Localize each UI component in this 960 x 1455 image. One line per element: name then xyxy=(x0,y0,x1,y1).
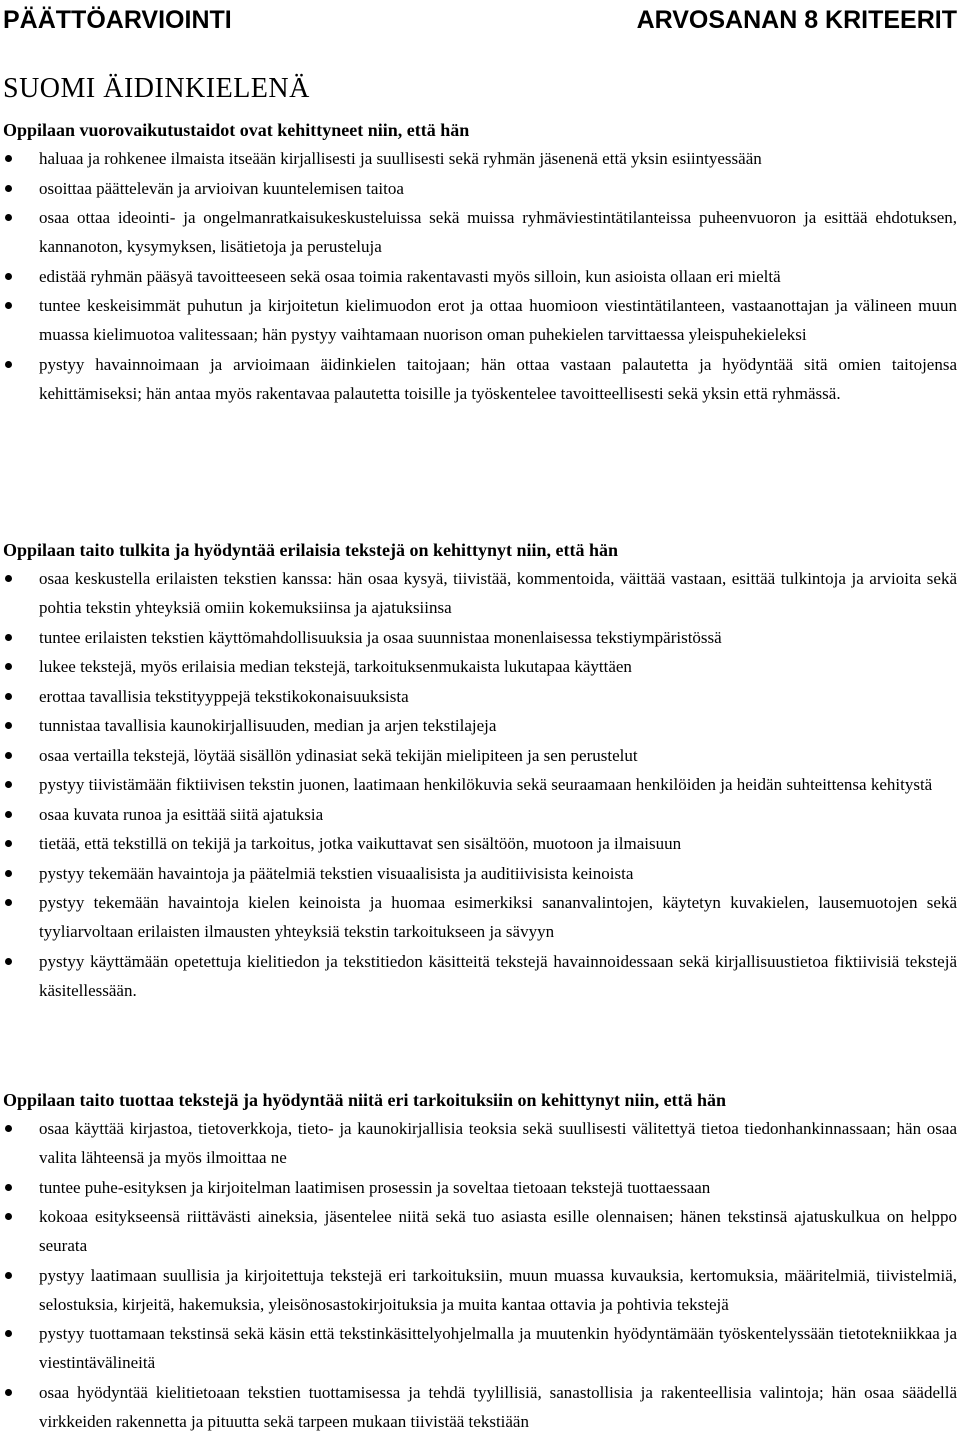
criteria-text: osaa ottaa ideointi- ja ongelmanratkaisukeskusteluissa sekä muissa ryhmäviestintätilanteissa puheenvuoron ja esittää ehdotuksen, kannanoton, kysymyksen, lisätietoja ja perusteluja xyxy=(39,208,957,256)
criteria-text: osaa kuvata runoa ja esittää siitä ajatuksia xyxy=(39,804,324,824)
bullet-icon xyxy=(5,273,12,280)
criteria-text: osaa hyödyntää kielitietoaan tekstien tuottamisessa ja tehdä tyylillisiä, sanastollisia ja rakenteellisia valintoja; hän osaa säädellä virkkeiden rakennetta ja pituutta sekä tarpeen mukaan tiivistää tekstiään xyxy=(39,1382,957,1431)
bullet-icon xyxy=(5,840,12,847)
criteria-text: osaa vertailla tekstejä, löytää sisällön ydinasiat sekä tekijän mielipiteen ja sen perustelut xyxy=(39,745,638,765)
bullet-icon xyxy=(5,1389,12,1396)
bullet-icon xyxy=(5,1213,12,1220)
criteria-item xyxy=(3,859,957,889)
criteria-text: haluaa ja rohkenee ilmaista itseään kirjallisesti ja suullisesti sekä ryhmän jäsenenä että yksin esiintyessään xyxy=(39,149,762,168)
criteria-item xyxy=(3,291,957,350)
bullet-icon xyxy=(5,693,12,700)
criteria-item xyxy=(3,652,957,682)
criteria-item xyxy=(3,203,957,262)
criteria-item xyxy=(3,564,957,623)
criteria-text: lukee tekstejä, myös erilaisia median tekstejä, tarkoituksenmukaista lukutapaa käyttäen xyxy=(39,657,632,676)
bullet-icon xyxy=(5,361,12,368)
criteria-text: pystyy tekemään havaintoja kielen keinoista ja huomaa esimerkiksi sananvalintojen, käytetyn kuvakielen, lausemuotojen sekä tyyliarvoltaan erilaisten ilmausten yhteyksiä tekstin tarkoitukseen ja sävyyn xyxy=(39,893,957,941)
criteria-text: osaa käyttää kirjastoa, tietoverkkoja, tieto- ja kaunokirjallisia teoksia sekä suullisesti välitettyä tietoa tiedonhankinnassaan; hän osaa valita lähteensä ja myös ilmoittaa ne xyxy=(39,1119,957,1167)
criteria-title: ARVOSANAN 8 KRITEERIT xyxy=(636,6,957,34)
criteria-item xyxy=(3,682,957,712)
bullet-icon xyxy=(5,185,12,192)
bullet-icon xyxy=(5,752,12,759)
criteria-item xyxy=(3,711,957,741)
bullet-icon xyxy=(5,958,12,965)
bullet-icon xyxy=(5,214,12,221)
criteria-item xyxy=(3,770,957,800)
criteria-item xyxy=(3,350,957,409)
criteria-text: pystyy tuottamaan tekstinsä sekä käsin että tekstinkäsittelyohjelmalla ja muutenkin hyödyntämään työskentelyssään tietotekniikkaa ja viestintävälineitä xyxy=(39,1324,957,1372)
criteria-item xyxy=(3,800,957,830)
criteria-item xyxy=(3,144,957,174)
criteria-text: pystyy käyttämään opetettuja kielitiedon ja tekstitiedon käsitteitä tekstejä havainnoidessaan sekä kirjallisuustietoa fiktiivisiä tekstejä käsitellessään. xyxy=(39,951,957,1000)
criteria-item xyxy=(3,174,957,204)
criteria-text: pystyy havainnoimaan ja arvioimaan äidinkielen taitojaan; hän ottaa vastaan palautetta ja hyödyntää sitä omien taitojensa kehittämiseksi; hän antaa myös rakentavaa palautetta toisille ja työskentelee tavoitteellisesti sekä yksin että ryhmässä. xyxy=(39,354,957,403)
document-title: PÄÄTTÖARVIOINTI xyxy=(3,6,232,34)
criteria-text: tuntee puhe-esityksen ja kirjoitelman laatimisen prosessin ja soveltaa tietoaan tekstejä tuottaessaan xyxy=(39,1177,711,1197)
bullet-icon xyxy=(5,811,12,818)
criteria-list xyxy=(3,1114,957,1436)
subject-heading: SUOMI ÄIDINKIELENÄ xyxy=(3,73,310,104)
criteria-text: tunnistaa tavallisia kaunokirjallisuuden, median ja arjen tekstilajeja xyxy=(39,716,497,735)
criteria-text: osoittaa päättelevän ja arvioivan kuuntelemisen taitoa xyxy=(39,178,404,198)
section-text-production xyxy=(3,1086,957,1436)
bullet-icon xyxy=(5,663,12,670)
bullet-icon xyxy=(5,155,12,162)
section-text-interpretation xyxy=(3,536,957,1005)
criteria-text: tuntee erilaisten tekstien käyttömahdollisuuksia ja osaa suunnistaa monenlaisessa tekstiympäristössä xyxy=(39,627,722,647)
criteria-text: kokoaa esitykseensä riittävästi aineksia, jäsentelee niitä sekä tuo asiasta esille olennaisen; hänen tekstinsä ajatuskulkua on helppo seurata xyxy=(39,1207,957,1255)
bullet-icon xyxy=(5,575,12,582)
section-interaction-skills xyxy=(3,116,957,408)
criteria-item xyxy=(3,1173,957,1203)
bullet-icon xyxy=(5,781,12,788)
bullet-icon xyxy=(5,899,12,906)
section-title: Oppilaan taito tulkita ja hyödyntää erilaisia tekstejä on kehittynyt niin, että hän xyxy=(3,540,619,560)
bullet-icon xyxy=(5,1330,12,1337)
criteria-text: edistää ryhmän pääsyä tavoitteeseen sekä osaa toimia rakentavasti myös silloin, kun asioista ollaan eri mieltä xyxy=(39,266,781,286)
criteria-item xyxy=(3,888,957,947)
criteria-item xyxy=(3,1202,957,1261)
criteria-list xyxy=(3,144,957,408)
criteria-text: pystyy laatimaan suullisia ja kirjoitettuja tekstejä eri tarkoituksiin, muun muassa kuvauksia, kertomuksia, määritelmiä, tiivistelmiä, selostuksia, kirjeitä, hakemuksia, yleisönosastokirjoituksia ja muita kantaa ottavia ja pohtivia tekstejä xyxy=(39,1265,957,1314)
criteria-text: pystyy tekemään havaintoja ja päätelmiä tekstien visuaalisista ja auditiivisista keinoista xyxy=(39,863,634,883)
criteria-text: tietää, että tekstillä on tekijä ja tarkoitus, jotka vaikuttavat sen sisältöön, muotoon ja ilmaisuun xyxy=(39,834,682,853)
bullet-icon xyxy=(5,1184,12,1191)
criteria-item xyxy=(3,262,957,292)
criteria-item xyxy=(3,1319,957,1378)
criteria-item xyxy=(3,829,957,859)
bullet-icon xyxy=(5,1125,12,1132)
criteria-item xyxy=(3,1114,957,1173)
bullet-icon xyxy=(5,1272,12,1279)
criteria-list xyxy=(3,564,957,1005)
bullet-icon xyxy=(5,870,12,877)
criteria-item xyxy=(3,947,957,1006)
criteria-item xyxy=(3,623,957,653)
criteria-text: tuntee keskeisimmät puhutun ja kirjoitetun kielimuodon erot ja ottaa huomioon viestintätilanteen, vastaanottajan ja välineen muun muassa kielimuotoa valitessaan; hän pystyy vaihtamaan nuorison oman puhekielen tarvittaessa yleispuhekieleksi xyxy=(39,296,957,344)
criteria-item xyxy=(3,1261,957,1320)
section-title: Oppilaan taito tuottaa tekstejä ja hyödyntää niitä eri tarkoituksiin on kehittynyt niin, että hän xyxy=(3,1090,727,1110)
bullet-icon xyxy=(5,634,12,641)
bullet-icon xyxy=(5,302,12,309)
criteria-text: erottaa tavallisia tekstityyppejä tekstikokonaisuuksista xyxy=(39,686,409,706)
section-title: Oppilaan vuorovaikutustaidot ovat kehittyneet niin, että hän xyxy=(3,120,470,140)
criteria-item xyxy=(3,741,957,771)
criteria-text: pystyy tiivistämään fiktiivisen tekstin juonen, laatimaan henkilökuvia sekä seuraamaan henkilöiden ja heidän suhteittensa kehitystä xyxy=(39,775,933,794)
criteria-item xyxy=(3,1378,957,1437)
bullet-icon xyxy=(5,722,12,729)
criteria-text: osaa keskustella erilaisten tekstien kanssa: hän osaa kysyä, tiivistää, kommentoida, väittää vastaan, esittää tulkintoja ja arvioita sekä pohtia tekstin yhteyksiä omiin kokemuksiinsa ja ajatuksiinsa xyxy=(39,569,957,617)
